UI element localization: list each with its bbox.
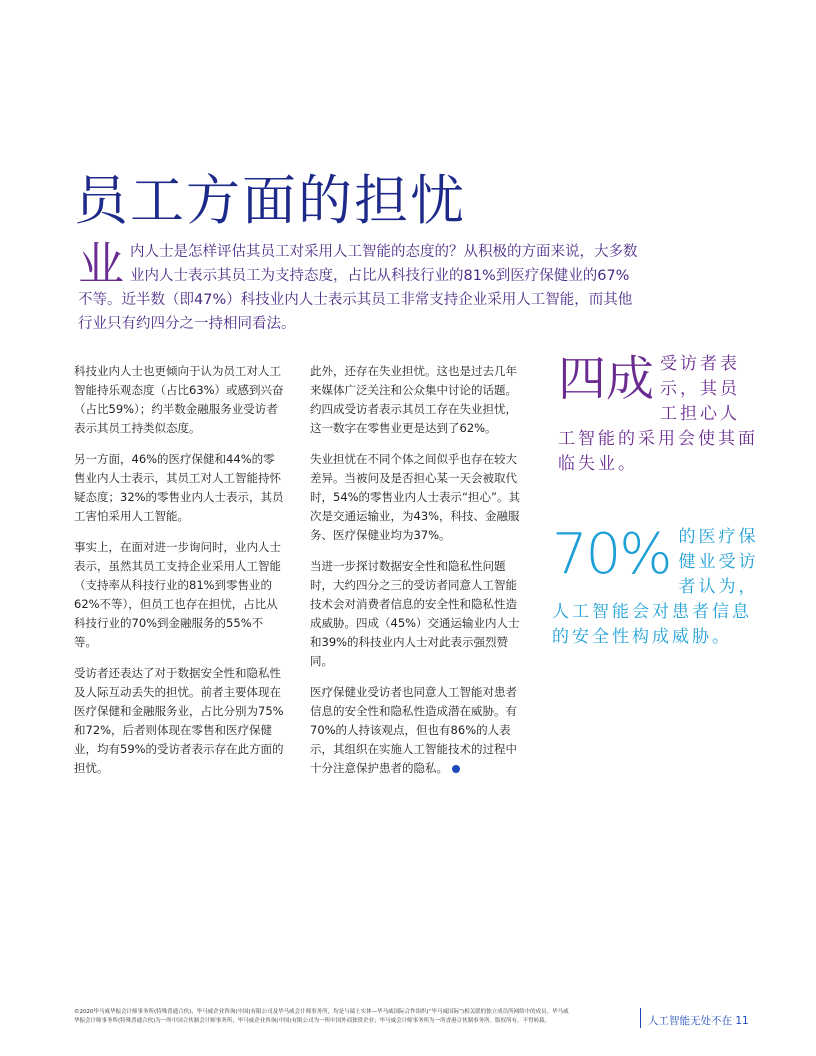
intro-dropcap: 业 (78, 237, 124, 291)
paragraph: 另一方面，46%的医疗保健和44%的零售业内人士表示，其员工对人工智能持怀疑态度；32%的零售业内人士表示，其员工害怕采用人工智能。 (74, 452, 284, 523)
page-title: 员工方面的担忧 (74, 169, 466, 233)
footer-page-label: 人工智能无处不在 11 (648, 1015, 749, 1027)
callout-big-text: 四成 (558, 351, 655, 407)
callout-job-loss (558, 352, 758, 477)
footer-legal: ©2020毕马威华振会计师事务所(特殊普通合伙)、毕马威企业咨询(中国)有限公司及毕马威会计师事务所，均是与瑞士实体—毕马威国际合作组织(“毕马威国际”)相关联的独立成员所网络中的成员。毕马威华振会计师事务所(特殊普通合伙)为一所中国合伙制会计师事务所；毕马威企业咨询(中国)有限公司为一所中国外商独资企业；毕马威会计师事务所为一所香港合伙制事务所。版权所有，不得转载。 (74, 1009, 569, 1024)
intro-text: 内人士是怎样评估其员工对采用人工智能的态度的？从积极的方面来说，大多数业内人士表示其员工为支持态度，占比从科技行业的81%到医疗保健业的67%不等。近半数（即47%）科技业内人士表示其员工非常支持企业采用人工智能，而其他行业只有约四分之一持相同看法。 (78, 244, 638, 332)
paragraph: 失业担忧在不同个体之间似乎也存在较大差异。当被问及是否担心某一天会被取代时，54%的零售业内人士表示“担心”。其次是交通运输业，为43%，科技、金融服务、医疗保健业均为37%。 (310, 452, 520, 542)
paragraph-last (310, 683, 520, 778)
body-column-middle (310, 362, 520, 790)
callout-big-stat: 70% (552, 522, 671, 587)
callout-text: 的医疗保健业受访者认为，人工智能会对患者信息的安全性构成威胁。 (552, 527, 759, 647)
callout-text: 受访者表示，其员工担心人工智能的采用会使其面临失业。 (558, 354, 758, 474)
paragraph: 科技业内人士也更倾向于认为员工对人工智能持乐观态度（占比63%）或感到兴奋（占比59%）；约半数金融服务业受访者表示其员工持类似态度。 (74, 364, 284, 435)
end-dot-icon (452, 765, 460, 773)
paragraph: 事实上，在面对进一步询问时，业内人士表示，虽然其员工支持企业采用人工智能（支持率从科技行业的81%到零售业的62%不等），但员工也存在担忧，占比从科技行业的70%到金融服务的55%不等。 (74, 540, 281, 649)
paragraph: 受访者还表达了对于数据安全性和隐私性及人际互动丢失的担忧。前者主要体现在医疗保健和金融服务业，占比分别为75%和72%，后者则体现在零售和医疗保健业，均有59%的受访者表示存在此方面的担忧。 (74, 666, 284, 775)
body-column-left (74, 362, 284, 790)
callout-healthcare (552, 522, 762, 650)
paragraph-text: 医疗保健业受访者也同意人工智能对患者信息的安全性和隐私性造成潜在威胁。有70%的人持该观点，但也有86%的人表示，其组织在实施人工智能技术的过程中十分注意保护患者的隐私。 (310, 685, 517, 775)
intro-paragraph (78, 237, 638, 336)
paragraph: 当进一步探讨数据安全性和隐私性问题时，大约四分之三的受访者同意人工智能技术会对消费者信息的安全性和隐私性造成威胁。四成（45%）交通运输业内人士和39%的科技业内人士对此表示强烈赞同。 (310, 559, 520, 668)
paragraph: 此外，还存在失业担忧。这也是过去几年来媒体广泛关注和公众集中讨论的话题。约四成受访者表示其员工存在失业担忧，这一数字在零售业更是达到了62%。 (310, 364, 517, 435)
footer-divider (640, 1008, 641, 1028)
